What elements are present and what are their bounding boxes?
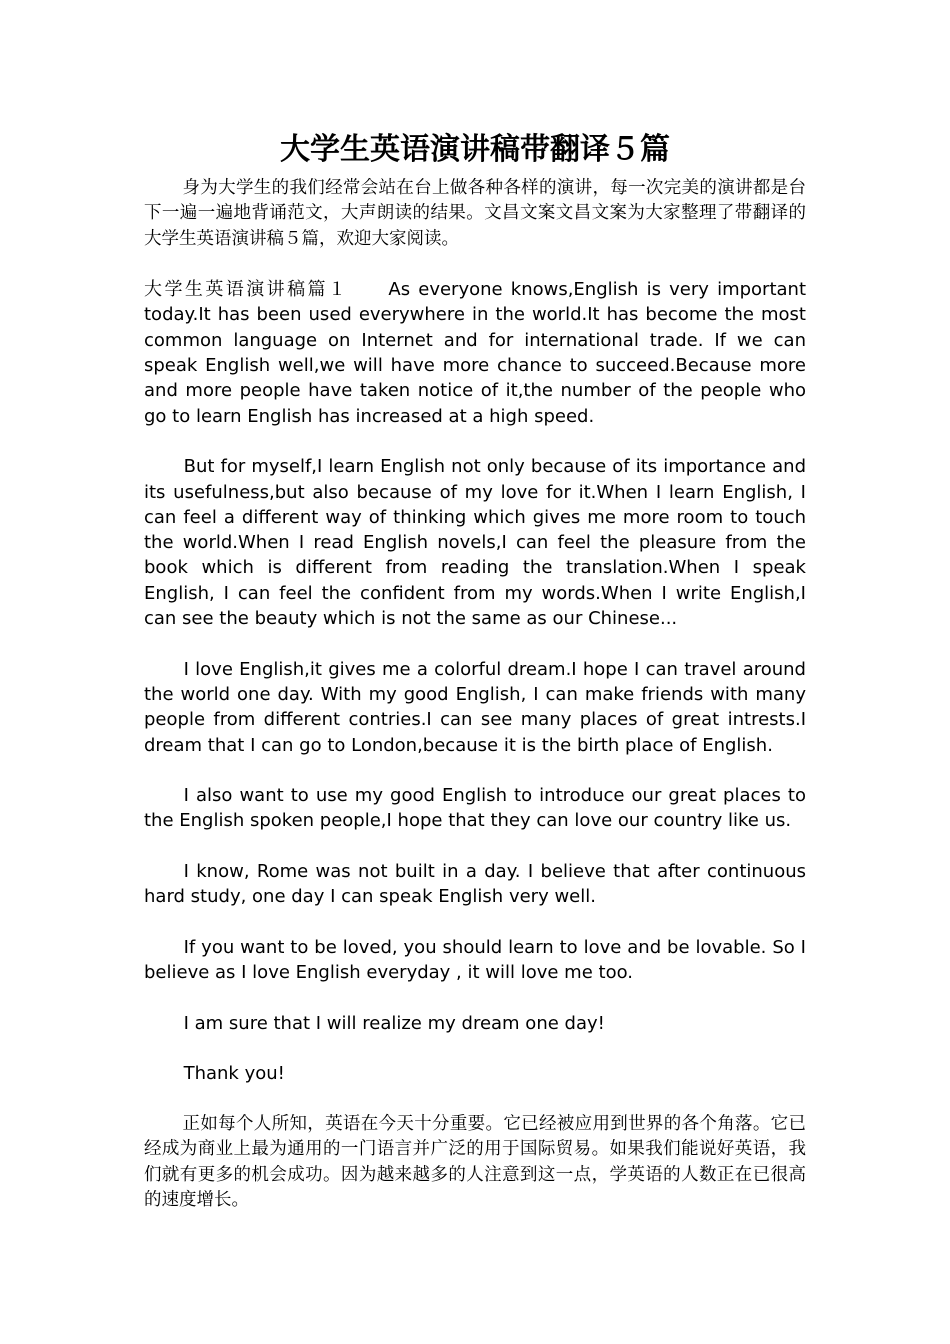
speech-paragraph: I also want to use my good English to introduce our great places to the English spoken people,I hope that they can love our country like us. [144, 785, 806, 832]
section-1-paragraph [144, 277, 806, 429]
document-body [144, 176, 806, 1213]
document-title: 大学生英语演讲稿带翻译５篇 [280, 132, 670, 167]
speech-paragraph: I love English,it gives me a colorful dream.I hope I can travel around the world one day. With my good English, I can make friends with many people from different contries.I can see many places of great intrests.I dream that I can go to London,because it is the birth place of English. [144, 658, 806, 756]
section-1-opening-text: As everyone knows,English is very important today.It has been used everywhere in the world.It has become the most common language on Internet and for international trade. If we can speak English well,we will have more chance to succeed.Because more and more people have taken notice of it,the number of the people who go to learn English has increased at a high speed. [144, 279, 806, 427]
speech-paragraph: I know, Rome was not built in a day. I believe that after continuous hard study, one day I can speak English very well. [144, 861, 806, 908]
speech-paragraph: If you want to be loved, you should learn to love and be lovable. So I believe as I love English everyday , it will love me too. [144, 936, 806, 984]
section-label: 大学生英语演讲稿篇１ [144, 279, 349, 301]
translation-paragraph: 正如每个人所知，英语在今天十分重要。它已经被应用到世界的各个角落。它已经成为商业上最为通用的一门语言并广泛的用于国际贸易。如果我们能说好英语，我们就有更多的机会成功。因为越来越多的人注意到这一点，学英语的人数正在已很高的速度增长。 [144, 1113, 806, 1210]
intro-paragraph: 身为大学生的我们经常会站在台上做各种各样的演讲，每一次完美的演讲都是台下一遍一遍地背诵范文，大声朗读的结果。文昌文案文昌文案为大家整理了带翻译的大学生英语演讲稿５篇，欢迎大家阅读。 [144, 178, 806, 249]
speech-paragraph: I am sure that I will realize my dream one day! [183, 1012, 605, 1034]
speech-closing: Thank you! [183, 1063, 285, 1085]
speech-paragraph: But for myself,I learn English not only because of its importance and its usefulness,but also because of my love for it.When I learn English, I can feel a different way of thinking which gives me more room to touch the world.When I read English novels,I can feel the pleasure from the book which is different from reading the translation.When I speak English, I can feel the confident from my words.When I write English,I can see the beauty which is not the same as our Chinese... [144, 456, 806, 630]
